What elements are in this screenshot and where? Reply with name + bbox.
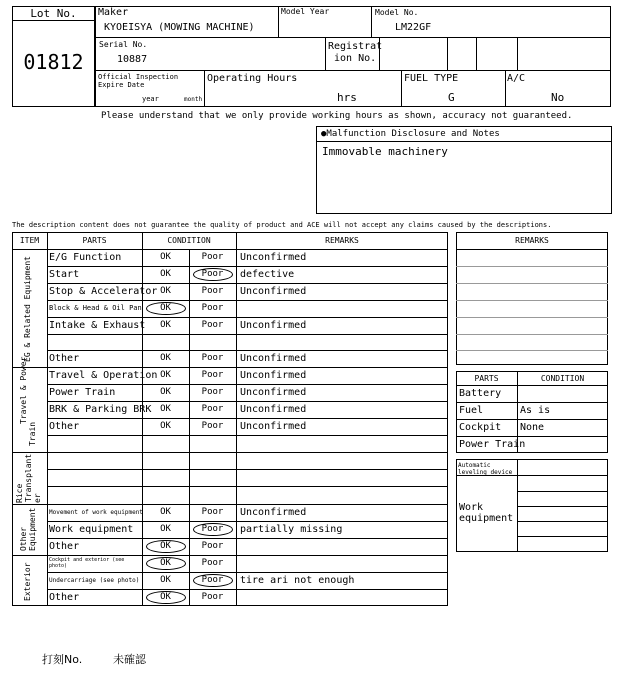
row-poor: Poor [201,320,224,330]
row-part: Power Train [49,386,116,398]
stamp-value: 未確認 [113,653,146,666]
row-part: Other [49,591,80,603]
panel-part: Fuel [459,405,484,416]
group-exterior: Exterior [23,562,32,601]
row-ok: OK [160,303,171,313]
registration-label: Registrat [328,41,383,52]
header-remarks: REMARKS [325,236,359,245]
fuel-label: FUEL TYPE [404,73,459,84]
model-no-value: LM22GF [395,22,432,33]
row-poor: Poor [201,269,224,279]
panel-condition-header: CONDITION [540,374,585,383]
row-poor: Poor [201,575,224,585]
row-ok: OK [160,524,171,534]
ac-label: A/C [507,73,526,84]
serial-label: Serial No. [99,40,148,49]
group-other-equipment: Other [19,526,28,551]
row-remark: Unconfirmed [240,506,307,518]
row-poor: Poor [201,541,224,551]
condition-circle [193,523,233,536]
condition-circle [146,302,186,315]
malfunction-box [316,126,612,214]
condition-circle [193,574,233,587]
row-ok: OK [160,575,171,585]
row-part: Intake & Exhaust [49,319,146,331]
header-parts: PARTS [82,236,107,245]
row-part: Undercarriage (see photo) [49,576,140,584]
row-ok: OK [160,592,171,602]
panel-condition: As is [520,405,551,416]
row-ok: OK [160,541,171,551]
row-poor: Poor [201,370,224,380]
disclaimer: The description content does not guarantee the quality of product and ACE will not accept any claims caused by the descriptions. [12,221,552,229]
maker-label: Maker [98,7,129,18]
header-item: ITEM [19,236,40,245]
row-poor: Poor [201,592,224,602]
hours-label: Operating Hours [207,73,298,84]
row-remark: Unconfirmed [240,386,307,398]
row-part: Block & Head & Oil Pan [49,304,142,312]
panel-part: Cockpit [459,422,502,433]
panel-condition: None [520,422,545,433]
work-equipment-label: Work [459,502,484,513]
row-part: Work equipment [49,523,134,535]
row-poor: Poor [201,387,224,397]
row-remark: defective [240,268,295,280]
row-part: E/G Function [49,251,122,263]
condition-circle [146,591,186,604]
registration-label-2: ion No. [334,53,377,64]
row-ok: OK [160,387,171,397]
right-remarks-header: REMARKS [515,236,549,245]
panel-part: Power Train [459,439,526,450]
row-remark: Unconfirmed [240,352,307,364]
row-part: Other [49,420,80,432]
row-ok: OK [160,370,171,380]
condition-circle [193,268,233,281]
row-ok: OK [160,353,171,363]
row-ok: OK [160,558,171,568]
row-poor: Poor [201,252,224,262]
row-remark: Unconfirmed [240,403,307,415]
group-other-equipment-2: Equipment [28,507,37,551]
hours-unit: hrs [337,91,357,104]
group-rice-2: Transplant [24,453,33,502]
row-poor: Poor [201,303,224,313]
row-remark: Unconfirmed [240,319,307,331]
serial-value: 10887 [117,54,148,65]
row-remark: Unconfirmed [240,369,307,381]
row-part: Travel & Operation [49,369,158,381]
row-poor: Poor [201,353,224,363]
inspection-label: Official Inspection [98,73,179,81]
row-remark: tire ari not enough [240,574,355,586]
row-part: Other [49,540,80,552]
inspection-year: year [142,95,159,103]
row-remark: Unconfirmed [240,285,307,297]
model-no-label: Model No. [375,8,419,17]
row-poor: Poor [201,558,224,568]
malfunction-title: ●Malfunction Disclosure and Notes [321,129,500,139]
row-ok: OK [160,404,171,414]
lot-number: 01812 [23,50,84,74]
work-equipment-label-2: equipment [459,513,514,524]
condition-circle [146,540,186,553]
row-ok: OK [160,269,171,279]
stamp-label: 打刻No. [42,653,83,666]
lot-label: Lot No. [30,7,77,20]
working-hours-notice: Please understand that we only provide working hours as shown, accuracy not guaranteed. [101,111,573,121]
panel-parts-header: PARTS [474,374,499,383]
inspection-label-2: Expire Date [98,81,145,89]
row-part: Start [49,268,80,280]
row-ok: OK [160,320,171,330]
row-ok: OK [160,286,171,296]
fuel-value: G [448,91,455,104]
row-poor: Poor [201,421,224,431]
row-remark: Unconfirmed [240,420,307,432]
row-poor: Poor [201,507,224,517]
row-part: Stop & Accelerator [49,285,158,297]
row-ok: OK [160,507,171,517]
row-poor: Poor [201,404,224,414]
header-condition: CONDITION [167,236,211,245]
row-remark: Unconfirmed [240,251,307,263]
row-part: Other [49,352,80,364]
row-ok: OK [160,421,171,431]
panel-part: Battery [459,388,502,399]
auto-leveling-label: Automatic leveling device [458,462,513,476]
inspection-month: month [184,96,203,103]
row-ok: OK [160,252,171,262]
row-part: Movement of work equipment [49,508,143,516]
row-poor: Poor [201,524,224,534]
row-part: BRK & Parking BRK [49,403,152,415]
group-rice-3: er [33,493,42,503]
group-eg: EG & Related Equipment [23,256,32,362]
malfunction-text: Immovable machinery [322,145,448,158]
row-part: Cockpit and exterior (see photo) [49,557,125,569]
group-travel: Travel & Power [19,356,28,424]
model-year-label: Model Year [281,7,330,16]
maker-value: KYOEISYA (MOWING MACHINE) [104,22,255,33]
row-remark: partially missing [240,523,343,535]
group-rice: Rice [15,483,24,503]
condition-circle [146,557,186,570]
ac-value: No [551,91,565,104]
group-travel-2: Train [28,421,37,446]
row-poor: Poor [201,286,224,296]
